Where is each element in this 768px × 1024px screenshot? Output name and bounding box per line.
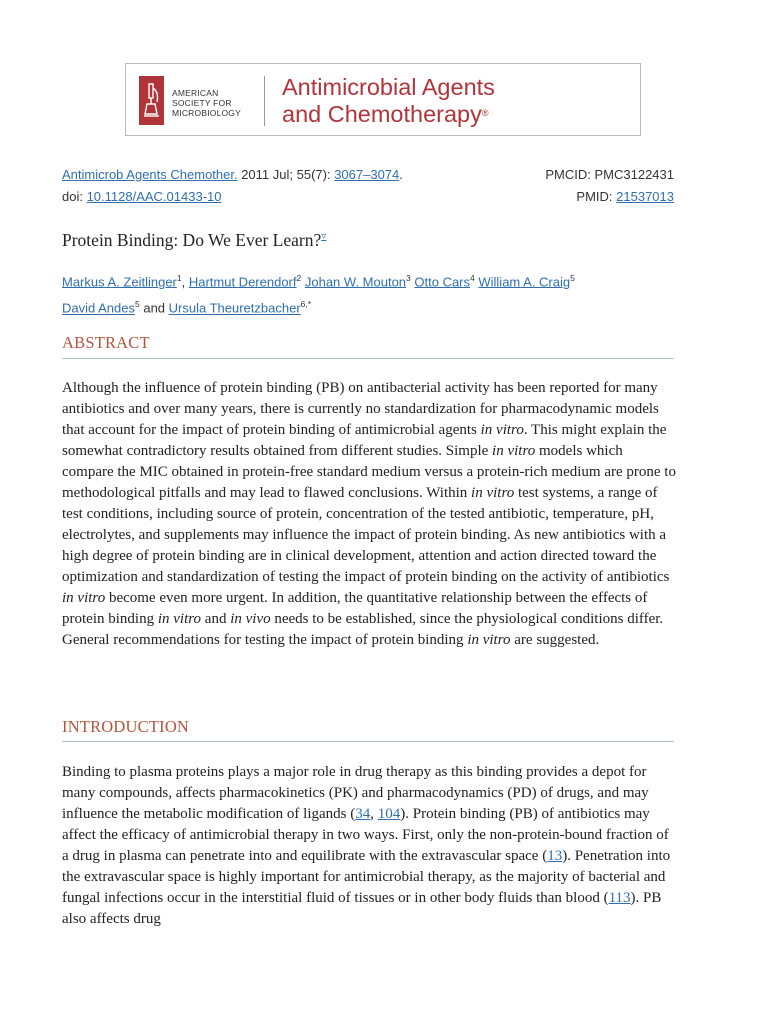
author-link[interactable]: William A. Craig: [478, 274, 571, 290]
banner-divider: [264, 76, 265, 126]
society-line: SOCIETY FOR: [172, 98, 232, 108]
introduction-paragraph: [62, 762, 676, 930]
pmid: [576, 189, 674, 205]
journal-title-line2-text: and Chemotherapy: [282, 101, 482, 127]
author-link[interactable]: Hartmut Derendorf: [188, 274, 297, 290]
registered-mark: ®: [481, 108, 489, 118]
doi-line: [62, 189, 674, 205]
article-title: [62, 230, 326, 251]
text-segment: needs to be established, since the physiological conditions differ. General recommendations for testing the impact of protein binding: [62, 611, 664, 648]
reference-link[interactable]: 113: [608, 890, 631, 906]
author-link[interactable]: Markus A. Zeitlinger: [62, 274, 177, 290]
text-segment: . This might explain the somewhat contradictory results obtained from different studies. Simple: [62, 422, 667, 459]
abstract-rule: [62, 358, 674, 359]
introduction-heading: INTRODUCTION: [62, 717, 190, 736]
text-segment: are suggested.: [510, 632, 600, 648]
author-link[interactable]: Ursula Theuretzbacher: [168, 300, 301, 316]
author-affiliation: [470, 273, 475, 283]
author-affiliation: 1: [176, 273, 182, 283]
reference-link[interactable]: 34: [355, 806, 371, 822]
text-segment: test systems, a range of test conditions, including source of protein, concentration of the tested antibiotic, temperature, pH, electrolytes, and supplements may influence the impact of protein binding. As new antibiotics with a high degree of protein binding are in clinical development, attention and action directed toward the optimization and standardization of testing the impact of protein binding on the activity of antibiotics: [62, 485, 670, 585]
journal-title: [282, 74, 495, 128]
author-link[interactable]: Johan W. Mouton: [304, 274, 407, 290]
italic-term: in vitro: [471, 485, 515, 501]
author-link[interactable]: David Andes: [62, 300, 135, 316]
italic-term: in vitro: [467, 632, 511, 648]
author-affiliation-number: 2: [296, 273, 302, 283]
pages-link[interactable]: 3067–3074: [334, 167, 400, 182]
italic-term: in vitro: [492, 443, 536, 459]
author-affiliation: 5: [570, 273, 575, 283]
italic-term: in vitro: [480, 422, 524, 438]
reference-link[interactable]: 13: [547, 848, 563, 864]
asm-logo-icon: [139, 76, 164, 125]
society-line: AMERICAN: [172, 88, 219, 98]
italic-term: in vitro: [62, 590, 106, 606]
author-separator: ,: [181, 274, 189, 290]
reference-link[interactable]: 104: [377, 806, 401, 822]
text-segment: become even more urgent. In addition, the quantitative relationship between the effects of protein binding: [62, 590, 648, 627]
text-segment: and: [201, 611, 231, 627]
author-link[interactable]: Otto Cars: [414, 274, 471, 290]
author-affiliation-number: 3: [406, 273, 411, 283]
author-separator: and: [139, 300, 169, 316]
author-affiliation-number: 4: [470, 273, 475, 283]
italic-term: in vitro: [157, 611, 202, 627]
text-segment: ). PB also affects drug: [62, 890, 662, 927]
author-affiliation: 6,*: [300, 299, 312, 310]
introduction-rule: [62, 741, 674, 742]
author-affiliation: 5: [135, 299, 140, 310]
author-affiliation: [406, 273, 411, 283]
author-list: [62, 267, 674, 320]
abstract-heading: ABSTRACT: [62, 333, 150, 352]
journal-banner[interactable]: [125, 63, 641, 136]
citation-line: [62, 167, 674, 183]
author-affiliation: [297, 273, 302, 283]
pmid-label: PMID:: [576, 189, 617, 204]
article-title-text: Protein Binding: Do We Ever Learn?: [62, 230, 322, 250]
journal-title-line2: [282, 101, 495, 128]
journal-link[interactable]: Antimicrob Agents Chemother.: [62, 167, 238, 182]
doi-link[interactable]: 10.1128/AAC.01433-10: [86, 189, 222, 204]
text-segment: ). Penetration into the extravascular space is highly important for antimicrobial therapy, as the majority of bacterial and fungal infections occur in the interstitial fluid of tissues or in other body fluids than blood (: [62, 848, 671, 906]
pmid-link[interactable]: 21537013: [616, 189, 674, 204]
issue-date: 2011 Jul; 55(7):: [237, 167, 335, 182]
text-segment: models which compare the MIC obtained in protein-free standard medium versus a protein-rich medium are prone to methodological pitfalls and may lead to flawed conclusions. Within: [62, 443, 676, 501]
pmcid: PMCID: PMC3122431: [545, 167, 674, 182]
society-name: [172, 88, 241, 118]
society-line: MICROBIOLOGY: [172, 108, 241, 118]
citation-period: .: [399, 167, 403, 182]
text-segment: Binding to plasma proteins plays a major role in drug therapy as this binding provides a depot for many compounds, affects pharmacokinetics (PK) and pharmacodynamics (PD) of drugs, and may influence the metabolic modification of ligands (: [62, 764, 649, 822]
abstract-paragraph: [62, 378, 676, 651]
text-segment: ). Protein binding (PB) of antibiotics may affect the efficacy of antimicrobial therapy in two ways. First, only the non-protein-bound fraction of a drug in plasma can penetrate into and equilibrate with the extravascular space (: [62, 806, 669, 864]
text-segment: ,: [370, 806, 378, 822]
text-segment: Although the influence of protein binding (PB) on antibacterial activity has been reported for many antibiotics and over many years, there is currently no standardization for pharmacodynamic models that account for the impact of protein binding of antimicrobial agents: [62, 380, 659, 438]
title-footnote-link[interactable]: ▿: [321, 231, 327, 243]
doi-label: doi:: [62, 189, 87, 204]
italic-term: in vivo: [230, 611, 271, 627]
journal-title-line1: Antimicrobial Agents: [282, 74, 495, 100]
